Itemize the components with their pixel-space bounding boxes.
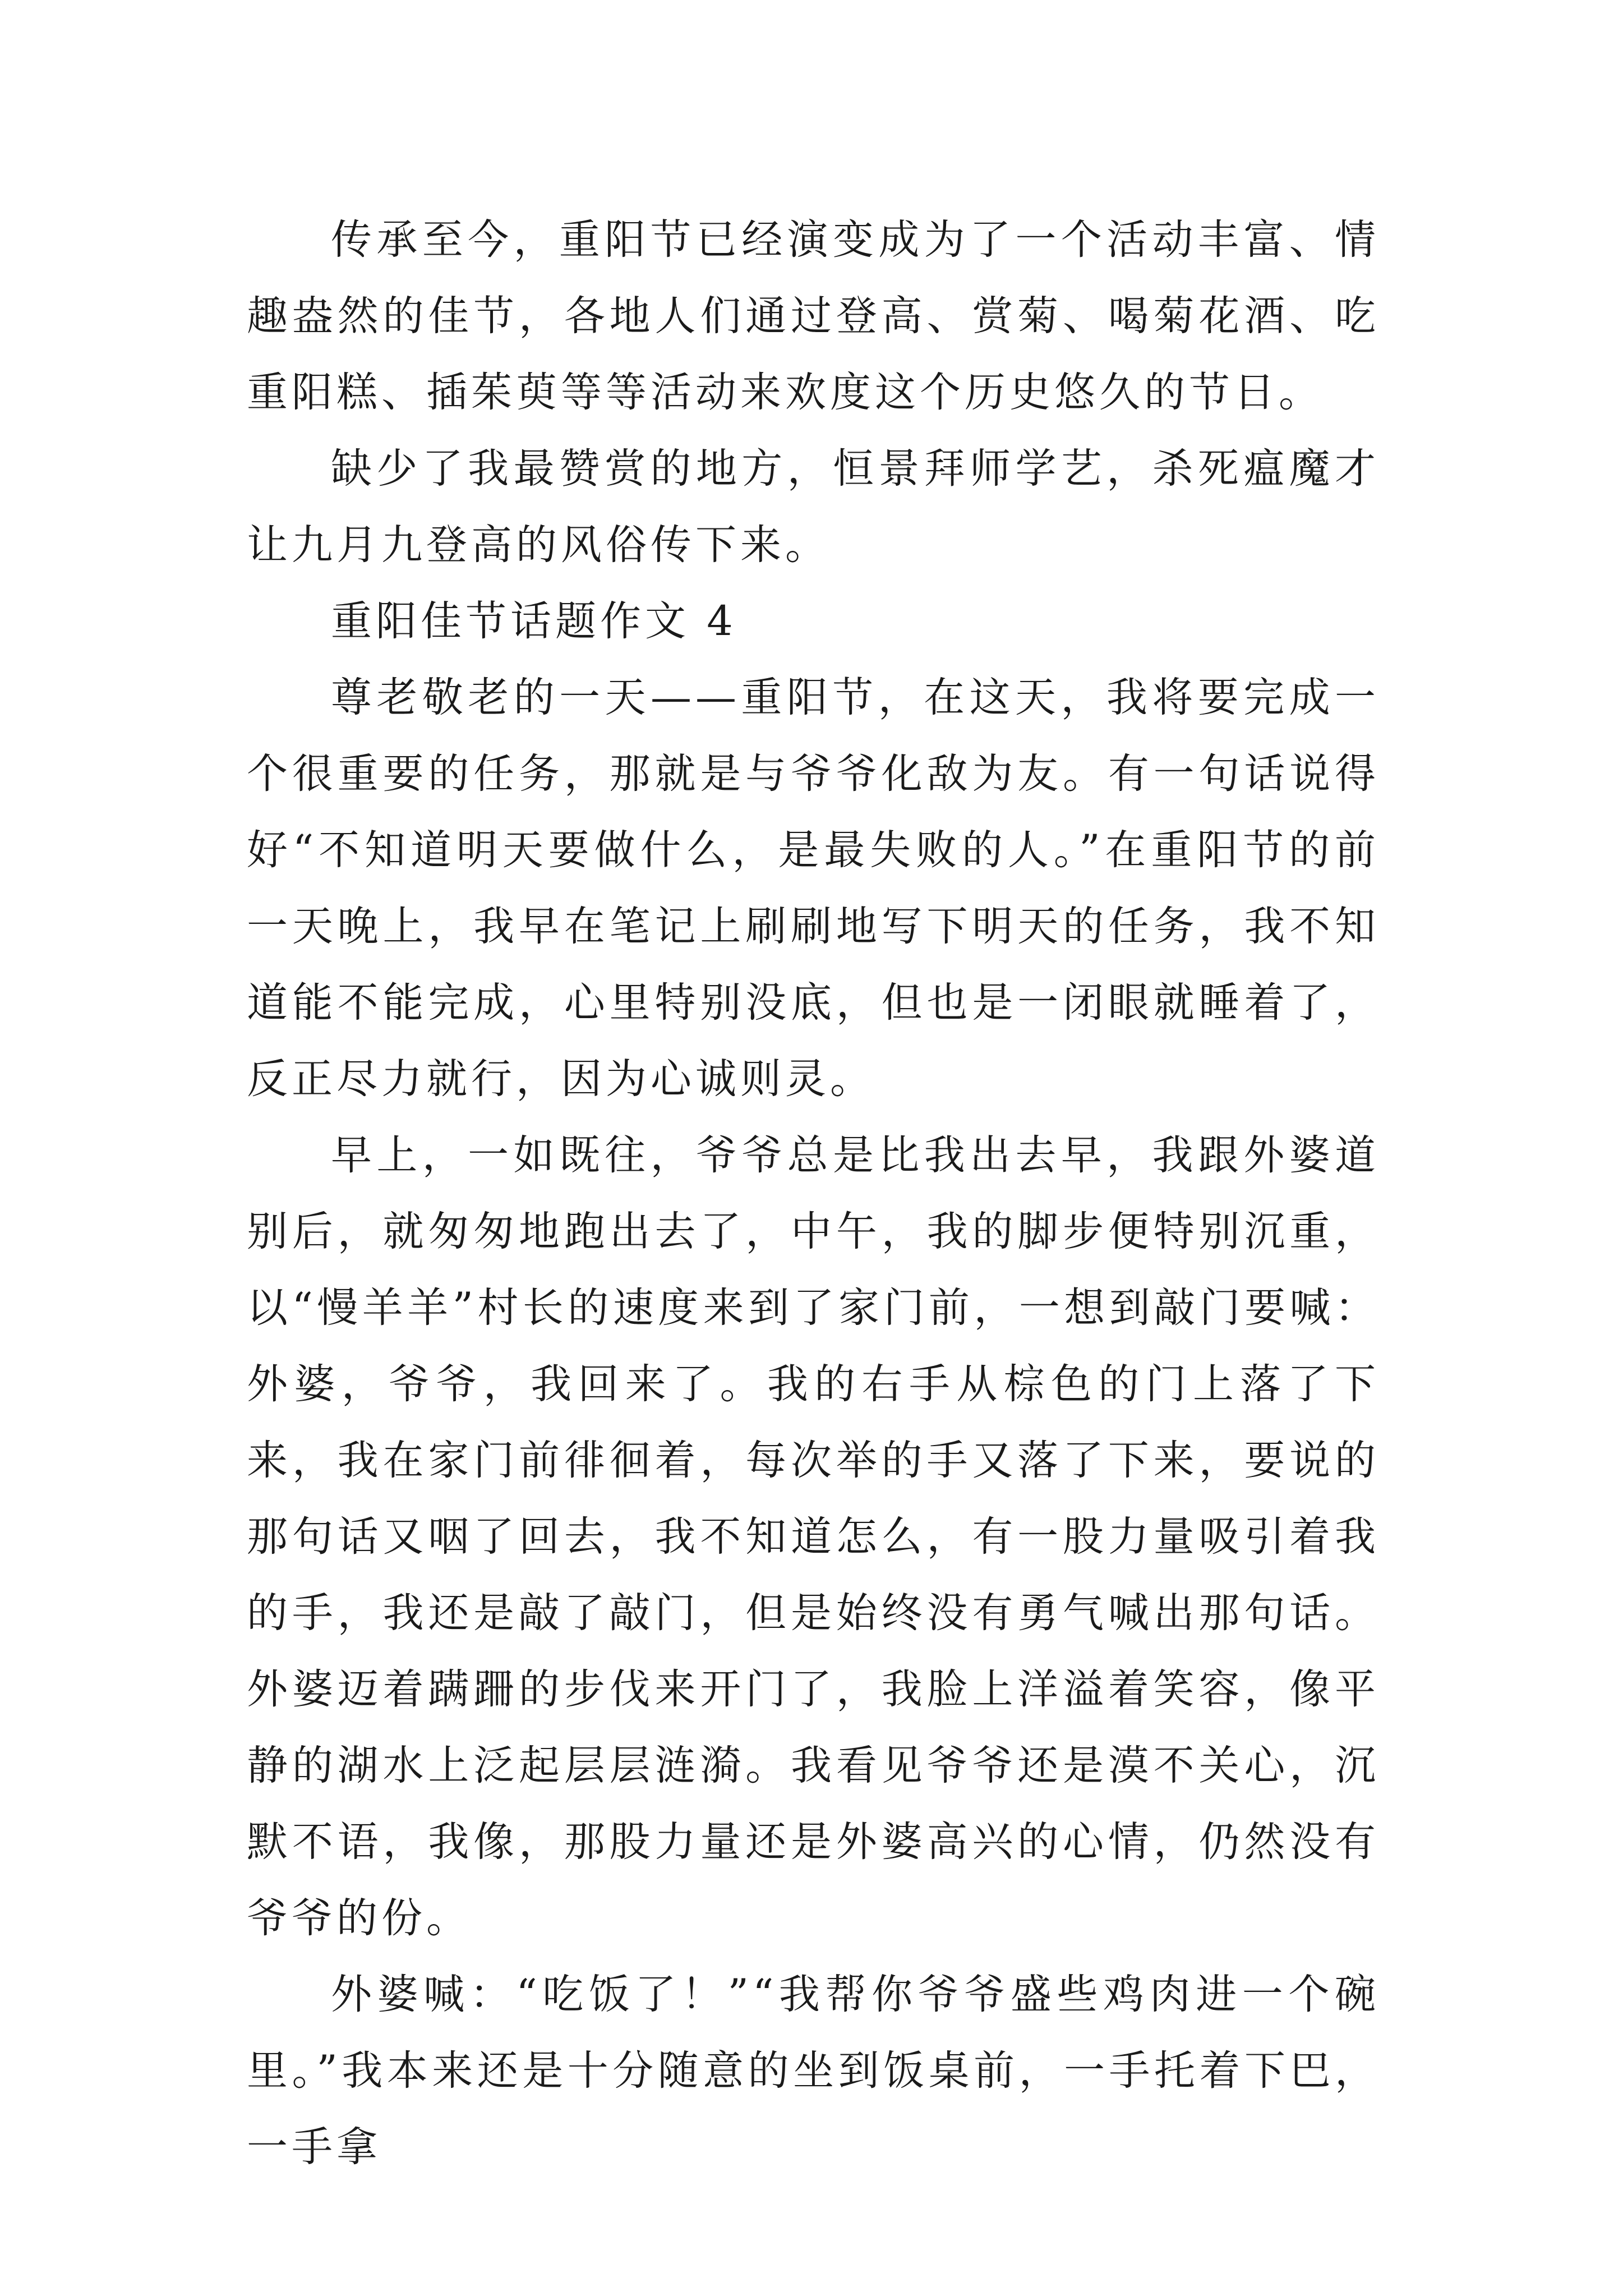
paragraph-1: 传承至今，重阳节已经演变成为了一个活动丰富、情趣盎然的佳节，各地人们通过登高、赏菊、喝菊花酒、吃重阳糕、插茱萸等等活动来欢度这个历史悠久的节日。: [247, 216, 1380, 416]
paragraph-5: 外婆喊：“吃饭了！”“我帮你爷爷盛些鸡肉进一个碗里。”我本来还是十分随意的坐到饭桌前，一手托着下巴，一手拿: [247, 1971, 1380, 2171]
section-heading: 重阳佳节话题作文 4: [331, 597, 737, 645]
paragraph-4: 早上，一如既往，爷爷总是比我出去早，我跟外婆道别后，就匆匆地跑出去了，中午，我的脚步便特别沉重，以“慢羊羊”村长的速度来到了家门前，一想到敲门要喊：外婆，爷爷，我回来了。我的右手从棕色的门上落了下来，我在家门前徘徊着，每次举的手又落了下来，要说的那句话又咽了回去，我不知道怎么，有一股力量吸引着我的手，我还是敲了敲门，但是始终没有勇气喊出那句话。外婆迈着蹒跚的步伐来开门了，我脸上洋溢着笑容，像平静的湖水上泛起层层涟漪。我看见爷爷还是漠不关心，沉默不语，我像，那股力量还是外婆高兴的心情，仍然没有爷爷的份。: [247, 1131, 1380, 1942]
document-page: [247, 202, 1380, 2185]
paragraph-3: 尊老敬老的一天——重阳节，在这天，我将要完成一个很重要的任务，那就是与爷爷化敌为友。有一句话说得好“不知道明天要做什么，是最失败的人。”在重阳节的前一天晚上，我早在笔记上刷刷地写下明天的任务，我不知道能不能完成，心里特别没底，但也是一闭眼就睡着了，反正尽力就行，因为心诚则灵。: [247, 674, 1380, 1103]
paragraph-2: 缺少了我最赞赏的地方，恒景拜师学艺，杀死瘟魔才让九月九登高的风俗传下来。: [247, 445, 1380, 569]
